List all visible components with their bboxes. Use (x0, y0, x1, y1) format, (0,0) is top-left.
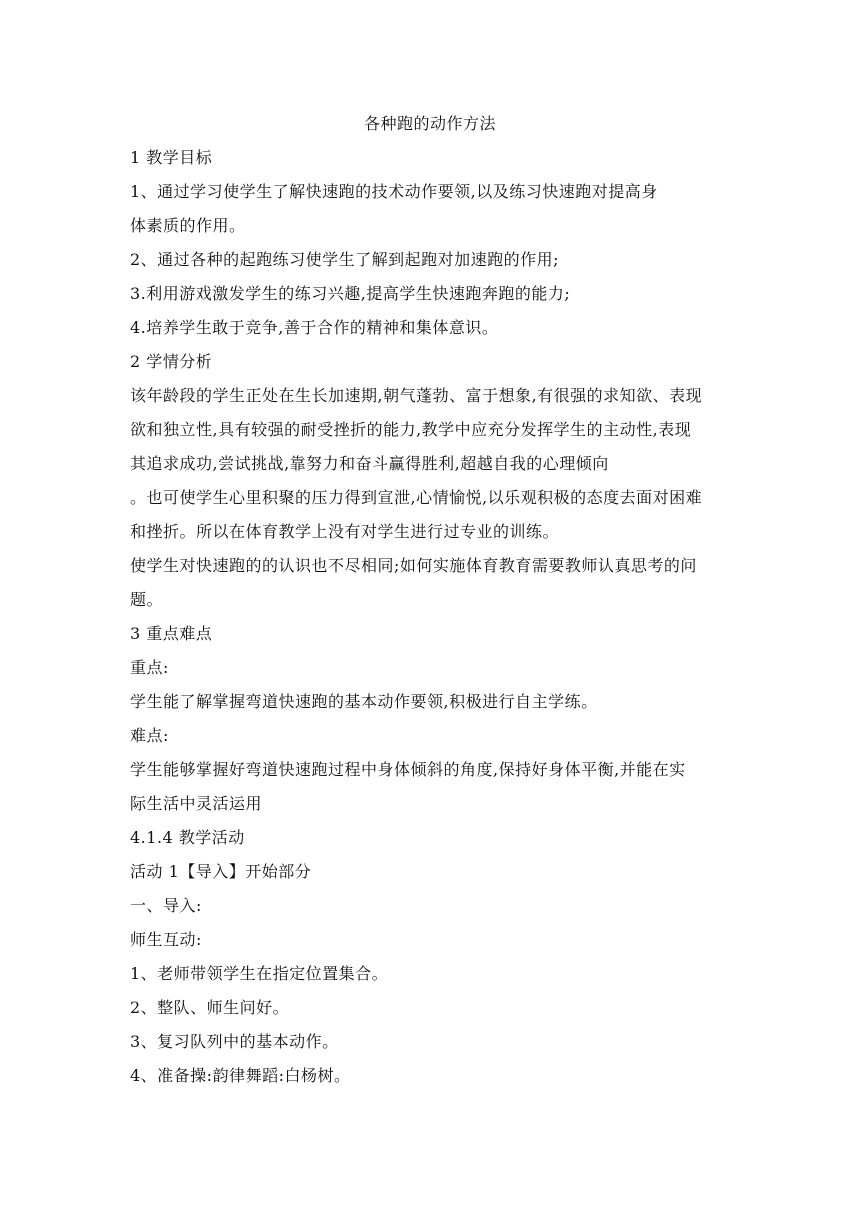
section-heading-objectives: 1 教学目标 (130, 148, 213, 167)
text-line: 2、整队、师生问好。 (130, 998, 290, 1017)
text-line: 2、通过各种的起跑练习使学生了解到起跑对加速跑的作用; (130, 250, 560, 269)
text-line: 1、老师带领学生在指定位置集合。 (130, 964, 389, 983)
section-heading-key-points: 3 重点难点 (130, 624, 213, 643)
text-line: 学生能够掌握好弯道快速跑过程中身体倾斜的角度,保持好身体平衡,并能在实 (130, 760, 686, 779)
text-line: 1、通过学习使学生了解快速跑的技术动作要领,以及练习快速跑对提高身 (130, 182, 658, 201)
text-line: 重点: (130, 658, 169, 677)
section-heading-analysis: 2 学情分析 (130, 352, 213, 371)
text-line: 活动 1【导入】开始部分 (130, 862, 312, 881)
text-line: 3.利用游戏激发学生的练习兴趣,提高学生快速跑奔跑的能力; (130, 284, 571, 303)
text-line: 师生互动: (130, 930, 202, 949)
text-line: 体素质的作用。 (130, 216, 246, 235)
text-line: 其追求成功,尝试挑战,靠努力和奋斗赢得胜利,超越自我的心理倾向 (130, 454, 609, 473)
text-line: 。也可使学生心里积聚的压力得到宣泄,心情愉悦,以乐观积极的态度去面对困难 (130, 488, 703, 507)
text-line: 4、准备操:韵律舞蹈:白杨树。 (130, 1066, 351, 1085)
text-line: 一、导入: (130, 896, 202, 915)
document-title: 各种跑的动作方法 (363, 114, 496, 133)
text-line: 该年龄段的学生正处在生长加速期,朝气蓬勃、富于想象,有很强的求知欲、表现 (130, 386, 703, 405)
section-heading-activities: 4.1.4 教学活动 (130, 828, 245, 847)
text-line: 学生能了解掌握弯道快速跑的基本动作要领,积极进行自主学练。 (130, 692, 598, 711)
text-line: 和挫折。所以在体育教学上没有对学生进行过专业的训练。 (130, 522, 560, 541)
text-line: 3、复习队列中的基本动作。 (130, 1032, 339, 1051)
text-line: 难点: (130, 726, 169, 745)
text-line: 际生活中灵活运用 (130, 794, 263, 813)
document-body (130, 141, 734, 1093)
text-line: 题。 (130, 590, 164, 609)
text-line: 使学生对快速跑的的认识也不尽相同;如何实施体育教育需要教师认真思考的问 (130, 556, 697, 575)
text-line: 欲和独立性,具有较强的耐受挫折的能力,教学中应充分发挥学生的主动性,表现 (130, 420, 692, 439)
text-line: 4.培养学生敢于竞争,善于合作的精神和集体意识。 (130, 318, 499, 337)
